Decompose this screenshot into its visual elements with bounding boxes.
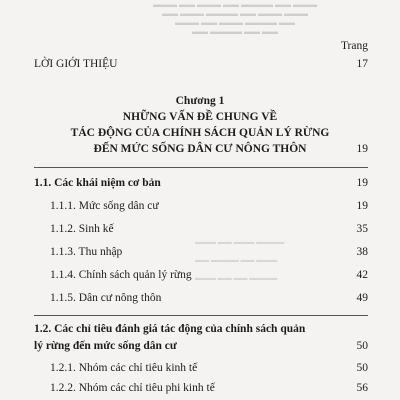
- toc-entry-label: 1.1.4. Chính sách quản lý rừng: [50, 269, 192, 281]
- section-divider: [34, 315, 368, 316]
- toc-entry-page: 17: [356, 58, 368, 70]
- chapter-title-line-1: NHỮNG VẤN ĐỀ CHUNG VỀ: [122, 111, 278, 123]
- toc-entry-page: 50: [356, 362, 368, 374]
- chapter-title-line-3: ĐẾN MỨC SỐNG DÂN CƯ NÔNG THÔN: [93, 143, 307, 155]
- toc-entry-label: 1.1.5. Dân cư nông thôn: [50, 292, 162, 304]
- show-through-bleed-lower: ▬▬▬ ▬▬ ▬▬▬ ▬▬▬▬ ▬▬ ▬▬▬▬ ▬▬ ▬▬▬ ▬▬▬ ▬▬ ▬▬ ▬▬▬▬: [195, 238, 285, 282]
- toc-entry-page: 49: [356, 292, 368, 304]
- chapter-number: Chương 1: [175, 95, 225, 107]
- section-page: 50: [356, 340, 368, 352]
- toc-entry-page: 35: [356, 223, 368, 235]
- section-title-cont: lý rừng đến mức sống dân cư: [34, 340, 177, 352]
- toc-entry-label: 1.1.2. Sinh kế: [50, 223, 114, 235]
- toc-entry-page: 42: [356, 269, 368, 281]
- section-page: 19: [356, 177, 368, 189]
- show-through-bleed: ▬▬▬ ▬▬ ▬▬▬ ▬▬ ▬▬▬▬ ▬▬ ▬▬▬ ▬▬ ▬▬▬ ▬▬▬▬ ▬▬ ▬▬▬ ▬▬▬ ▬▬▬ ▬▬ ▬▬▬ ▬▬▬▬ ▬▬ ▬▬ ▬▬▬▬ ▬▬ ▬▬: [153, 0, 317, 36]
- chapter-title-line-2: TÁC ĐỘNG CỦA CHÍNH SÁCH QUẢN LÝ RỪNG: [70, 127, 330, 139]
- section-divider: [34, 167, 368, 168]
- section-title: 1.1. Các khái niệm cơ bản: [34, 177, 161, 189]
- toc-entry-page: 19: [356, 200, 368, 212]
- toc-entry-label: 1.1.1. Mức sống dân cư: [50, 200, 159, 212]
- chapter-page: 19: [356, 143, 368, 155]
- toc-entry-label: 1.2.1. Nhóm các chỉ tiêu kinh tế: [50, 362, 198, 374]
- toc-entry-label: 1.1.3. Thu nhập: [50, 246, 123, 258]
- page-column-header: Trang: [340, 40, 368, 52]
- section-title: 1.2. Các chỉ tiêu đánh giá tác động của chính sách quản: [34, 323, 306, 335]
- toc-entry-page: 38: [356, 246, 368, 258]
- toc-entry-label: LỜI GIỚI THIỆU: [34, 58, 118, 70]
- toc-entry-label: 1.2.2. Nhóm các chỉ tiêu phi kinh tế: [50, 382, 215, 394]
- toc-entry-page: 56: [356, 382, 368, 394]
